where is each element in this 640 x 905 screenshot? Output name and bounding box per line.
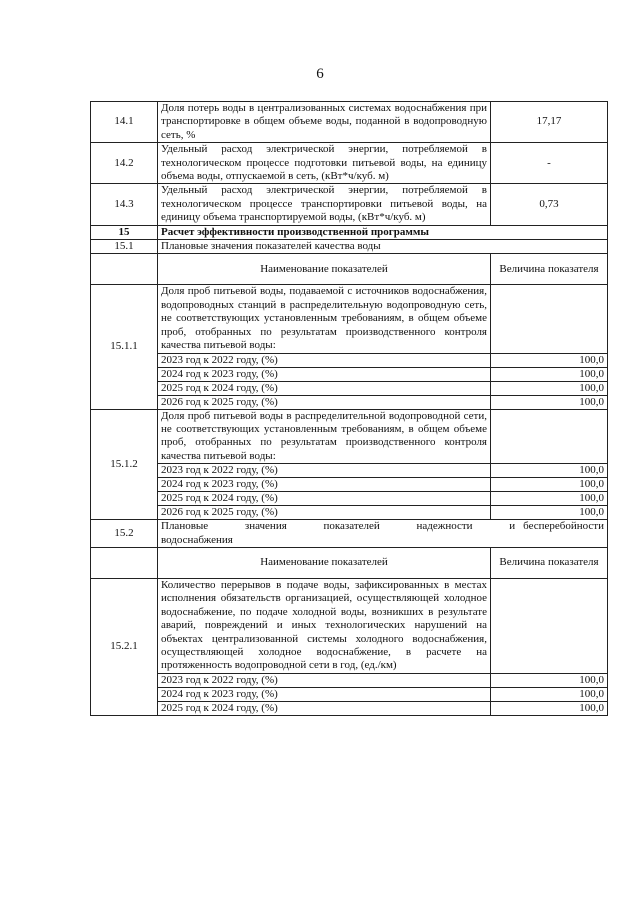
- year-row: [91, 381, 608, 395]
- row-value: 0,73: [491, 184, 608, 225]
- indicator-row: [91, 578, 608, 673]
- indicator-number: 15.2.1: [91, 578, 158, 715]
- column-header-row: [91, 254, 608, 285]
- indicator-text: Доля проб питьевой воды, подаваемой с источников водоснабжения, водопроводных станций в распределительную водопроводную сеть, не соответствующих установленным требованиям, в общем объеме проб, отобранных по результатам производственного контроля качества питьевой воды:: [158, 285, 491, 353]
- section-heading-row: [91, 225, 608, 239]
- row-value: -: [491, 143, 608, 184]
- year-label: 2026 год к 2025 году, (%): [158, 506, 491, 520]
- year-value: 100,0: [491, 464, 608, 478]
- year-label: 2024 год к 2023 году, (%): [158, 478, 491, 492]
- indicator-number: 15.1.2: [91, 409, 158, 520]
- section-number: 15: [91, 225, 158, 239]
- subsection-title-end: бесперебойности: [523, 520, 604, 533]
- row-number: 14.1: [91, 102, 158, 143]
- year-value: 100,0: [491, 367, 608, 381]
- row-text: Удельный расход электрической энергии, потребляемой в технологическом процессе подготовки питьевой воды, на единицу объема воды, отпускаемой в сеть, (кВт*ч/куб. м): [158, 143, 491, 184]
- year-value: 100,0: [491, 701, 608, 715]
- section-title: Расчет эффективности производственной программы: [158, 225, 608, 239]
- subsection-number: 15.1: [91, 240, 158, 254]
- year-row: [91, 492, 608, 506]
- row-value: 17,17: [491, 102, 608, 143]
- table-row: [91, 184, 608, 225]
- table-row: [91, 143, 608, 184]
- page-number: 6: [316, 66, 324, 82]
- year-label: 2025 год к 2024 году, (%): [158, 701, 491, 715]
- row-number: 14.2: [91, 143, 158, 184]
- year-value: 100,0: [491, 492, 608, 506]
- year-row: [91, 478, 608, 492]
- year-label: 2024 год к 2023 году, (%): [158, 367, 491, 381]
- subsection-row: [91, 240, 608, 254]
- indicator-number: 15.1.1: [91, 285, 158, 409]
- year-row: [91, 464, 608, 478]
- year-value: 100,0: [491, 506, 608, 520]
- header-value: Величина показателя: [491, 254, 608, 285]
- header-name: Наименование показателей: [158, 547, 491, 578]
- year-row: [91, 353, 608, 367]
- year-label: 2023 год к 2022 году, (%): [158, 464, 491, 478]
- subsection-title: Плановые значения показателей качества воды: [158, 240, 608, 254]
- indicator-row: [91, 285, 608, 353]
- indicator-text: Доля проб питьевой воды в распределительной водопроводной сети, не соответствующих установленным требованиям, в общем объеме проб, отобранных по результатам производственного контроля качества питьевой воды:: [158, 409, 491, 464]
- year-label: 2023 год к 2022 году, (%): [158, 673, 491, 687]
- header-value: Величина показателя: [491, 547, 608, 578]
- year-row: [91, 367, 608, 381]
- year-label: 2026 год к 2025 году, (%): [158, 395, 491, 409]
- table-row: [91, 102, 608, 143]
- row-text: Удельный расход электрической энергии, потребляемой в технологическом процессе транспортировки питьевой воды, на единицу объема транспортируемой воды, (кВт*ч/куб. м): [158, 184, 491, 225]
- year-value: 100,0: [491, 381, 608, 395]
- year-value: 100,0: [491, 673, 608, 687]
- year-value: 100,0: [491, 687, 608, 701]
- subsection-number: 15.2: [91, 520, 158, 548]
- year-value: 100,0: [491, 353, 608, 367]
- year-value: 100,0: [491, 478, 608, 492]
- indicators-table: [90, 101, 608, 716]
- subsection-title-line2: водоснабжения: [161, 533, 233, 546]
- row-text: Доля потерь воды в централизованных системах водоснабжения при транспортировке в общем объеме воды, поданной в водопроводную сеть, %: [158, 102, 491, 143]
- year-row: [91, 506, 608, 520]
- subsection-title: [158, 520, 608, 548]
- header-name: Наименование показателей: [158, 254, 491, 285]
- indicator-text: Количество перерывов в подаче воды, зафиксированных в местах исполнения обязательств организацией, осуществляющей холодное водоснабжение, по подаче холодной воды, возникших в результате аварий, повреждений и иных технологических нарушений на объектах централизованной системы холодного водоснабжения, осуществляющей холодное водоснабжение, в расчете на протяженность водопроводной сети в год, (ед./км): [158, 578, 491, 673]
- year-label: 2024 год к 2023 году, (%): [158, 687, 491, 701]
- year-label: 2025 год к 2024 году, (%): [158, 492, 491, 506]
- year-label: 2023 год к 2022 году, (%): [158, 353, 491, 367]
- year-row: [91, 687, 608, 701]
- year-row: [91, 395, 608, 409]
- year-value: 100,0: [491, 395, 608, 409]
- row-number: 14.3: [91, 184, 158, 225]
- subsection-title-start: Плановые значения показателей надежности и: [161, 520, 516, 533]
- subsection-row: [91, 520, 608, 548]
- year-row: [91, 701, 608, 715]
- indicator-row: [91, 409, 608, 464]
- year-label: 2025 год к 2024 году, (%): [158, 381, 491, 395]
- column-header-row: [91, 547, 608, 578]
- year-row: [91, 673, 608, 687]
